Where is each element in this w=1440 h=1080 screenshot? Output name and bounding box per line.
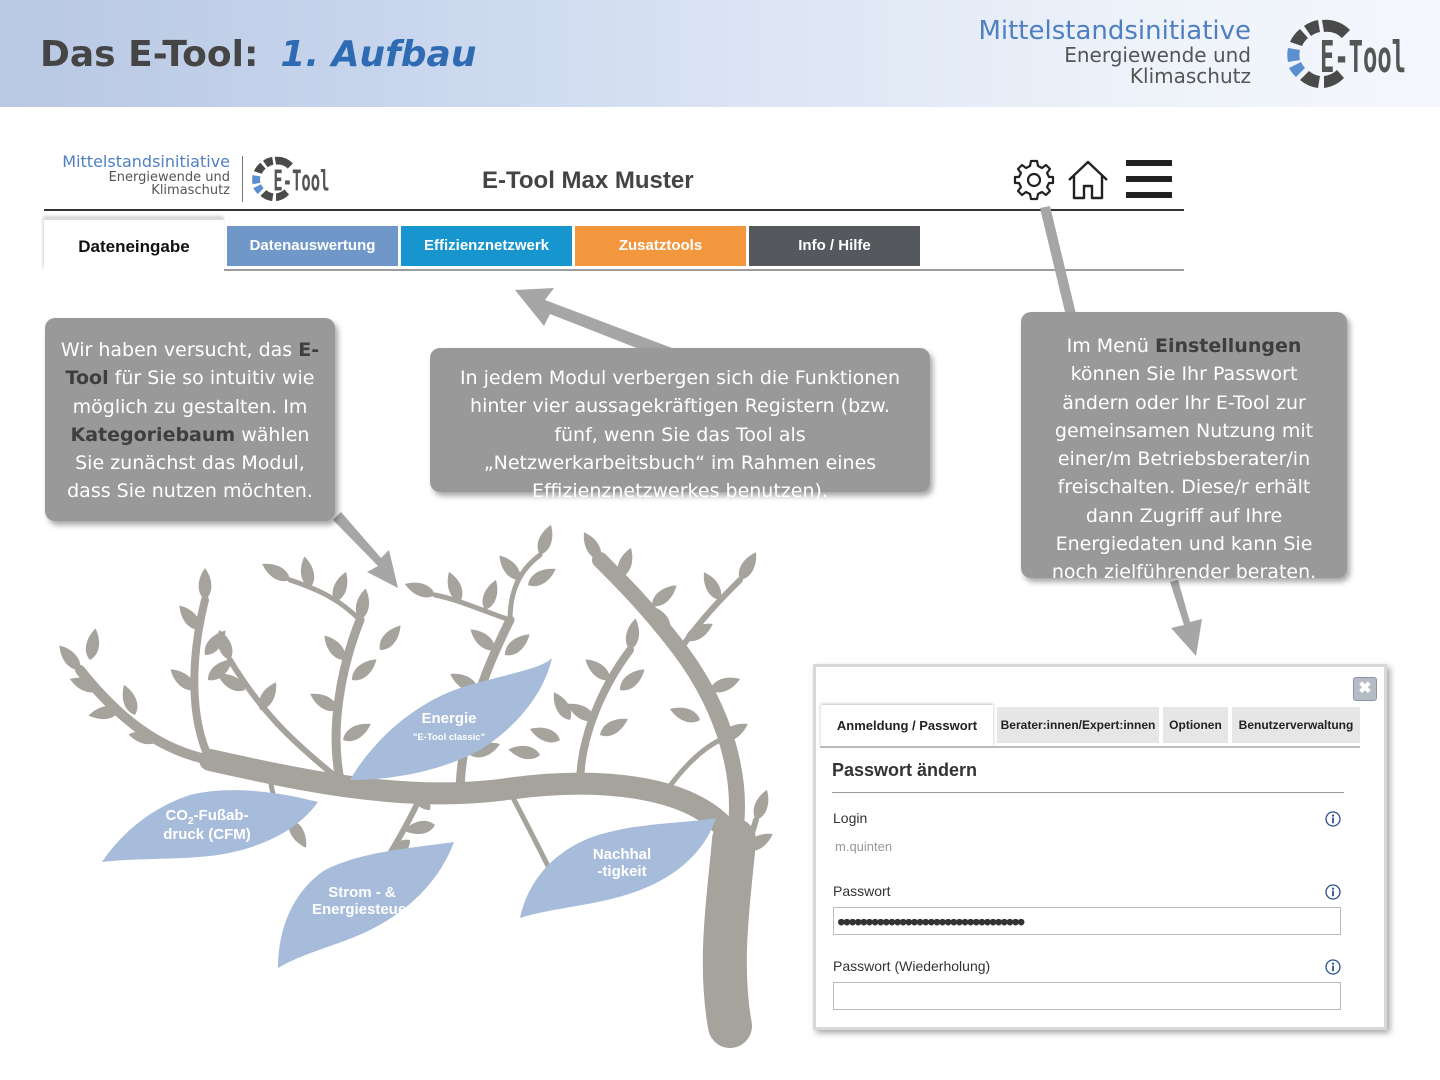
info-icon[interactable] <box>1325 959 1341 975</box>
leaf-energie-label: Energie <box>421 710 477 727</box>
dialog-heading: Passwort ändern <box>832 760 978 780</box>
app-title: E-Tool Max Muster <box>482 167 694 194</box>
dialog-tab-benutzerverwaltung[interactable]: Benutzerverwaltung <box>1232 707 1360 743</box>
slide-subtitle: 1. Aufbau <box>280 34 477 75</box>
leaf-strom-label: Strom - & <box>328 884 396 901</box>
arrow-to-dialog <box>1170 580 1202 656</box>
brand-line-3: Klimaschutz <box>1129 64 1251 89</box>
dialog-tab-optionen[interactable]: Optionen <box>1163 707 1228 743</box>
tab-datenauswertung[interactable]: Datenauswertung <box>227 226 398 266</box>
info-icon[interactable] <box>1325 811 1341 827</box>
callout-left-bold-1: E-Tool <box>65 339 320 390</box>
app-brand-line-3: Klimaschutz <box>151 183 230 199</box>
dialog-tab-berater[interactable]: Berater:innen/Expert:innen <box>997 707 1159 743</box>
login-label: Login <box>833 810 868 826</box>
app-brand-line-1: Mittelstandsinitiative <box>62 152 230 171</box>
dialog-tab-baseline <box>820 746 1360 748</box>
dialog-tab-anmeldung[interactable]: Anmeldung / Passwort <box>821 705 993 747</box>
callout-settings <box>1021 312 1347 584</box>
leaf-co2-label-2: druck (CFM) <box>163 826 251 843</box>
tab-zusatztools[interactable]: Zusatztools <box>575 226 746 266</box>
app-brand-line-2: Energiewende und <box>108 169 230 185</box>
callout-left-text-1: Wir haben versucht, das <box>60 339 293 361</box>
close-button[interactable]: ✖ <box>1353 677 1377 701</box>
callout-right-text-2: können Sie Ihr Passwort ändern oder Ihr E-Tool zur gemeinsamen Nutzung mit einer/m Betriebsberater/in freischalten. Diese/r erhält dann Zugriff auf Ihre Energiedaten und kann Sie noch zielführender beraten. <box>1051 363 1317 584</box>
app-etool-logo-text: E-Tool <box>273 163 330 198</box>
password-label: Passwort <box>833 883 891 899</box>
login-value: m.quinten <box>835 839 893 854</box>
dialog-heading-divider <box>832 792 1344 793</box>
callout-right-text-1: Im Menü <box>1066 335 1155 357</box>
etool-logo-text: E-Tool <box>1320 32 1406 83</box>
callout-intuitive <box>45 318 335 521</box>
callout-registers <box>430 348 930 503</box>
info-icon[interactable] <box>1325 884 1341 900</box>
password-repeat-input[interactable] <box>833 982 1341 1010</box>
slide-title-main: Das E-Tool: <box>40 34 259 75</box>
brand-line-1: Mittelstandsinitiative <box>978 16 1251 46</box>
tab-info-hilfe[interactable]: Info / Hilfe <box>749 226 920 266</box>
callout-right-bold-1: Einstellungen <box>1154 335 1302 357</box>
leaf-co2-label: $CO_2-Fußab-$ <box>165 807 249 827</box>
callout-left-bold-2: Kategoriebaum <box>70 423 236 446</box>
password-repeat-label: Passwort (Wiederholung) <box>833 958 991 974</box>
leaf-energie-sublabel: "E-Tool classic" <box>412 732 486 743</box>
leaf-strom-label-2: Energiesteuer <box>311 901 413 918</box>
leaf-nachhal-label-2: -tigkeit <box>597 863 647 880</box>
password-input[interactable] <box>833 907 1341 935</box>
callout-left-text-3: wählen Sie zunächst das Modul, dass Sie nutzen möchten. <box>67 423 313 503</box>
brand-line-2: Energiewende und <box>1064 43 1251 68</box>
arrow-to-settings <box>1040 206 1076 316</box>
callout-left-text-2: für Sie so intuitiv wie möglich zu gestalten. Im <box>72 367 315 418</box>
callout-middle-text: In jedem Modul verbergen sich die Funktionen hinter vier aussagekräftigen Registern (bzw. fünf, wenn Sie das Tool als „Netzwerkarbeitsbuch“ im Rahmen eines Effizienznetzwerkes benutzen). <box>459 367 901 503</box>
category-tree <box>40 540 760 1040</box>
tab-effizienznetzwerk[interactable]: Effizienznetzwerk <box>401 226 572 266</box>
leaf-nachhal-label: Nachhal <box>592 846 652 863</box>
settings-dialog <box>813 664 1387 1030</box>
tab-dateneingabe[interactable]: Dateneingabe <box>44 218 224 270</box>
